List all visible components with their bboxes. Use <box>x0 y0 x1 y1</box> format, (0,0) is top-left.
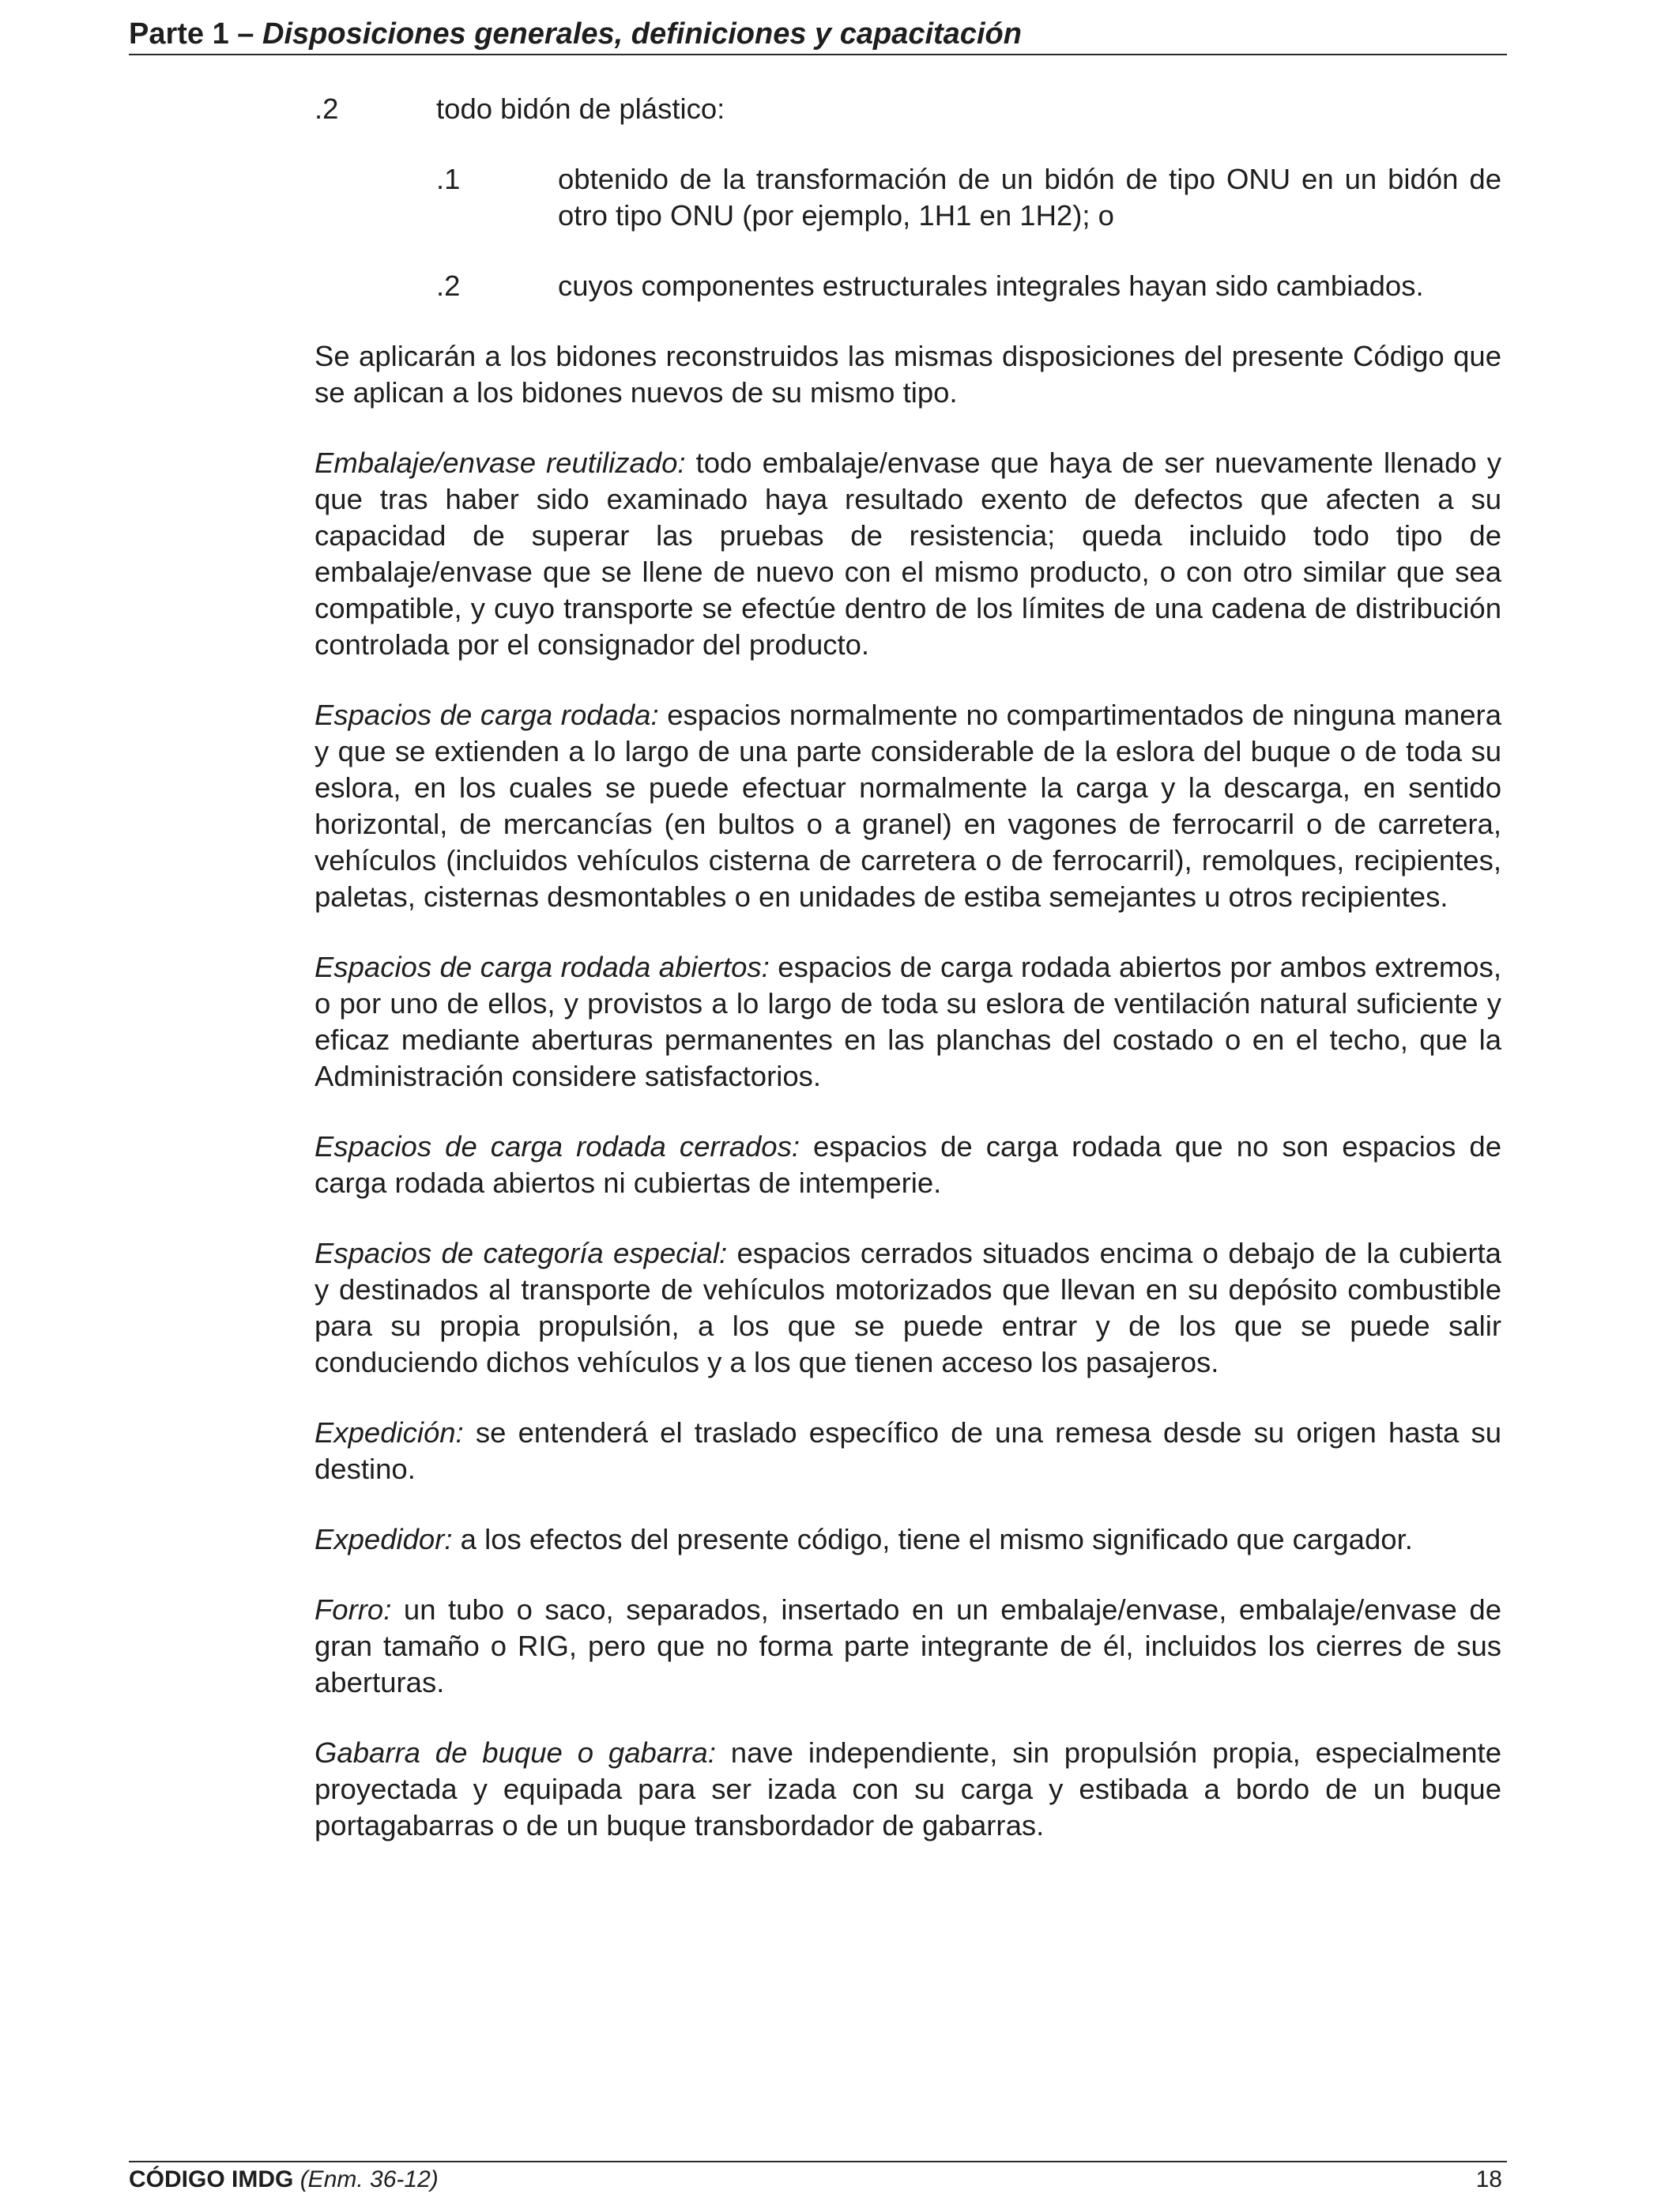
sub-list-item-number: .2 <box>436 270 461 302</box>
sub-list-item <box>315 268 1501 304</box>
definition-reused-packaging <box>315 445 1501 663</box>
definition-text: un tubo o saco, separados, insertado en un embalaje/envase, embalaje/envase de gran tamaño o RIG, pero que no forma parte integrante de él, incluidos los cierres de sus aberturas. <box>315 1593 1501 1698</box>
header-title <box>129 14 1022 54</box>
definition-text: nave independiente, sin propulsión propia, especialmente proyectada y equipada para ser izada con su carga y estibada a bordo de un buque portagabarras o de un buque transbordador de gabarras. <box>315 1736 1501 1842</box>
footer-code <box>129 2166 439 2194</box>
definition-ship-borne-barge <box>315 1735 1501 1844</box>
list-item <box>315 91 1501 127</box>
page-footer <box>129 2161 1507 2194</box>
header-part: Parte 1 – <box>129 17 254 51</box>
definition-term: Espacios de carga rodada abiertos: <box>315 951 770 983</box>
definition-open-ro-ro-spaces <box>315 949 1501 1095</box>
definition-text: espacios de carga rodada abiertos por ambos extremos, o por uno de ellos, y provistos a lo largo de toda su eslora de ventilación natural suficiente y eficaz mediante aberturas permanentes en las planchas del costado o en el techo, que la Administración considere satisfactorios. <box>315 951 1501 1092</box>
definition-text: se entenderá el traslado específico de una remesa desde su origen hasta su destino. <box>315 1416 1501 1485</box>
definition-consignor <box>315 1521 1501 1558</box>
definition-ro-ro-spaces <box>315 697 1501 915</box>
header-section-title: Disposiciones generales, definiciones y capacitación <box>262 17 1022 51</box>
definition-liner <box>315 1592 1501 1701</box>
definition-text: todo embalaje/envase que haya de ser nuevamente llenado y que tras haber sido examinado haya resultado exento de defectos que afecten a su capacidad de superar las pruebas de resistencia; queda incluido todo tipo de embalaje/envase que se llene de nuevo con el mismo producto, o con otro similar que sea compatible, y cuyo transporte se efectúe dentro de los límites de una cadena de distribución controlada por el consignador del producto. <box>315 447 1501 661</box>
definition-term: Espacios de categoría especial: <box>315 1237 728 1269</box>
definition-term: Expedidor: <box>315 1523 453 1555</box>
document-body <box>315 91 1501 1844</box>
definition-shipment <box>315 1415 1501 1487</box>
list-item-number: .2 <box>315 92 339 125</box>
definition-term: Espacios de carga rodada: <box>315 699 659 731</box>
footer-code-name: CÓDIGO IMDG <box>129 2166 294 2192</box>
definition-term: Forro: <box>315 1593 392 1626</box>
sub-list-item-text: cuyos componentes estructurales integrales hayan sido cambiados. <box>558 270 1424 302</box>
definition-text: espacios de carga rodada que no son espacios de carga rodada abiertos ni cubiertas de intemperie. <box>315 1130 1501 1199</box>
definition-text: espacios normalmente no compartimentados de ninguna manera y que se extienden a lo largo de una parte considerable de la eslora del buque o de toda su eslora, en los cuales se puede efectuar normalmente la carga y la descarga, en sentido horizontal, de mercancías (en bultos o a granel) en vagones de ferrocarril o de carretera, vehículos (incluidos vehículos cisterna de carretera o de ferrocarril), remolques, recipientes, paletas, cisternas desmontables o en unidades de estiba semejantes u otros recipientes. <box>315 699 1501 913</box>
definition-term: Expedición: <box>315 1416 464 1449</box>
definition-special-category-spaces <box>315 1235 1501 1381</box>
definition-closed-ro-ro-spaces <box>315 1129 1501 1201</box>
paragraph-text: Se aplicarán a los bidones reconstruidos las mismas disposiciones del presente Código que se aplican a los bidones nuevos de su mismo tipo. <box>315 340 1501 409</box>
definition-text: espacios cerrados situados encima o debajo de la cubierta y destinados al transporte de vehículos motorizados que llevan en su depósito combustible para su propia propulsión, a los que se puede entrar y de los que se puede salir conduciendo dichos vehículos y a los que tienen acceso los pasajeros. <box>315 1237 1501 1378</box>
page-number: 18 <box>1475 2166 1502 2192</box>
sub-list-item-number: .1 <box>436 163 461 195</box>
footer-amendment: (Enm. 36-12) <box>299 2166 439 2192</box>
sub-list-item <box>315 161 1501 234</box>
definition-term: Espacios de carga rodada cerrados: <box>315 1130 800 1163</box>
page-header <box>129 14 1507 55</box>
paragraph-reconstructed-drums <box>315 338 1501 411</box>
definition-term: Embalaje/envase reutilizado: <box>315 447 686 479</box>
definition-text: a los efectos del presente código, tiene el mismo significado que cargador. <box>452 1523 1413 1555</box>
list-item-text: todo bidón de plástico: <box>436 92 725 125</box>
sub-list-item-text: obtenido de la transformación de un bidón de tipo ONU en un bidón de otro tipo ONU (por ejemplo, 1H1 en 1H2); o <box>558 163 1501 232</box>
definition-term: Gabarra de buque o gabarra: <box>315 1736 716 1769</box>
